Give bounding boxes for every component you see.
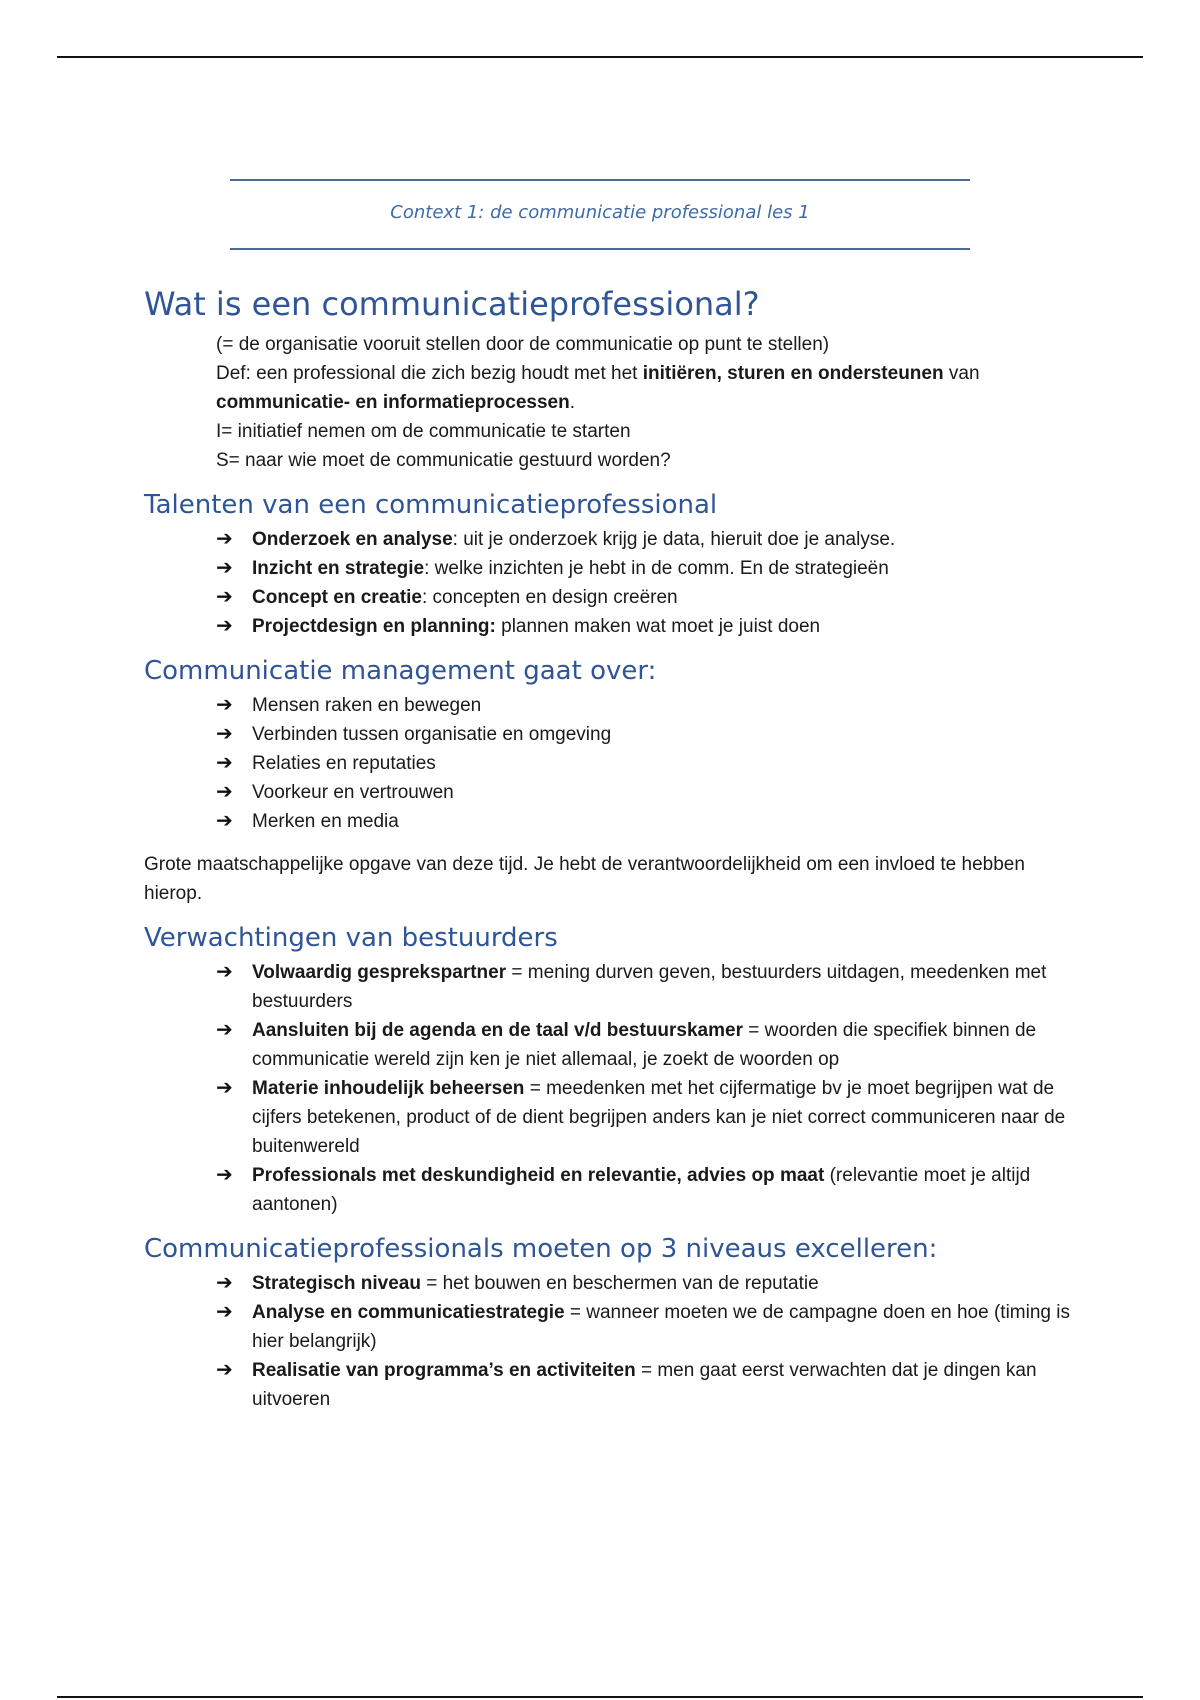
heading-intro: Wat is een communicatieprofessional? — [144, 285, 760, 323]
arrow-right-icon: ➔ — [216, 1272, 233, 1294]
list-item-text: = meedenken met het cijfermatige bv je moet begrijpen wat de cijfers betekenen, product of de dient begrijpen anders kan je niet correct communiceren naar de buitenwereld — [252, 1078, 1066, 1157]
list-item-term: Realisatie van programma’s en activiteiten — [252, 1360, 636, 1381]
heading-verwachtingen: Verwachtingen van bestuurders — [144, 923, 558, 953]
list-item — [216, 720, 1074, 749]
verwachtingen-list — [144, 958, 1074, 1219]
list-item — [216, 612, 1074, 641]
list-item-text: Verbinden tussen organisatie en omgeving — [252, 724, 612, 745]
arrow-right-icon: ➔ — [216, 1164, 233, 1186]
list-item-term: Inzicht en strategie — [252, 558, 425, 579]
arrow-right-icon: ➔ — [216, 961, 233, 983]
definition-period: . — [569, 392, 575, 413]
list-item — [216, 1016, 1074, 1074]
heading-management: Communicatie management gaat over: — [144, 656, 657, 686]
list-item — [216, 554, 1074, 583]
intro-line-i: I= initiatief nemen om de communicatie te starten — [216, 421, 631, 442]
page-bottom-rule — [57, 1696, 1143, 1698]
arrow-right-icon: ➔ — [216, 615, 233, 637]
intro-line-definition-cont — [216, 388, 1074, 417]
intro-line-definition — [216, 359, 1074, 388]
list-item — [216, 1269, 1074, 1298]
list-item — [216, 691, 1074, 720]
definition-bold-2: communicatie- en informatieprocessen — [216, 392, 570, 413]
list-item — [216, 1074, 1074, 1161]
arrow-right-icon: ➔ — [216, 694, 233, 716]
arrow-right-icon: ➔ — [216, 752, 233, 774]
list-item — [216, 1161, 1074, 1219]
list-item-term: Materie inhoudelijk beheersen — [252, 1078, 525, 1099]
list-item-text: Relaties en reputaties — [252, 753, 436, 774]
list-item-text: Merken en media — [252, 811, 399, 832]
arrow-right-icon: ➔ — [216, 1359, 233, 1381]
arrow-right-icon: ➔ — [216, 557, 233, 579]
definition-bold: initiëren, sturen en ondersteunen — [642, 363, 944, 384]
intro-block — [144, 330, 1074, 475]
talenten-list — [144, 525, 1074, 641]
list-item-text: Mensen raken en bewegen — [252, 695, 482, 716]
list-item-text: = wanneer moeten we de campagne doen en hoe (timing is hier belangrijk) — [252, 1302, 1070, 1352]
management-list — [144, 691, 1074, 836]
heading-niveaus: Communicatieprofessionals moeten op 3 niveaus excelleren: — [144, 1234, 938, 1264]
management-paragraph: Grote maatschappelijke opgave van deze tijd. Je hebt de verantwoordelijkheid om een invloed te hebben hierop. — [144, 854, 1025, 904]
document-title: Context 1: de communicatie professional les 1 — [390, 202, 810, 223]
list-item-text: = woorden die specifiek binnen de communicatie wereld zijn ken je niet allemaal, je zoekt de woorden op — [252, 1020, 1037, 1070]
list-item — [216, 807, 1074, 836]
arrow-right-icon: ➔ — [216, 1077, 233, 1099]
list-item-text: : welke inzichten je hebt in de comm. En de strategieën — [424, 558, 889, 579]
list-item-term: Volwaardig gesprekspartner — [252, 962, 507, 983]
list-item-term: Onderzoek en analyse — [252, 529, 453, 550]
list-item-text: (relevantie moet je altijd aantonen) — [252, 1165, 1031, 1215]
title-rule-top — [230, 179, 970, 181]
definition-text: Def: een professional die zich bezig houdt met het — [216, 363, 643, 384]
list-item-text: : uit je onderzoek krijg je data, hieruit doe je analyse. — [452, 529, 896, 550]
title-rule-bottom — [230, 248, 970, 250]
list-item — [216, 749, 1074, 778]
arrow-right-icon: ➔ — [216, 528, 233, 550]
list-item-text: : concepten en design creëren — [422, 587, 678, 608]
list-item-term: Professionals met deskundigheid en relevantie, advies op maat — [252, 1165, 825, 1186]
list-item-text: plannen maken wat moet je juist doen — [495, 616, 821, 637]
heading-talenten: Talenten van een communicatieprofessional — [144, 490, 718, 520]
niveaus-list — [144, 1269, 1074, 1414]
definition-tail: van — [943, 363, 980, 384]
arrow-right-icon: ➔ — [216, 1019, 233, 1041]
arrow-right-icon: ➔ — [216, 1301, 233, 1323]
list-item-term: Aansluiten bij de agenda en de taal v/d bestuurskamer — [252, 1020, 743, 1041]
intro-line-s: S= naar wie moet de communicatie gestuurd worden? — [216, 450, 671, 471]
list-item-term: Strategisch niveau — [252, 1273, 421, 1294]
list-item — [216, 525, 1074, 554]
list-item-term: Projectdesign en planning: — [252, 616, 496, 637]
list-item — [216, 778, 1074, 807]
list-item-text: Voorkeur en vertrouwen — [252, 782, 454, 803]
document-body — [144, 282, 1074, 1414]
arrow-right-icon: ➔ — [216, 781, 233, 803]
arrow-right-icon: ➔ — [216, 723, 233, 745]
list-item — [216, 958, 1074, 1016]
list-item-text: = het bouwen en beschermen van de reputatie — [420, 1273, 819, 1294]
list-item — [216, 583, 1074, 612]
list-item-term: Analyse en communicatiestrategie — [252, 1302, 565, 1323]
page-top-rule — [57, 56, 1143, 58]
arrow-right-icon: ➔ — [216, 586, 233, 608]
list-item — [216, 1298, 1074, 1356]
list-item-term: Concept en creatie — [252, 587, 422, 608]
arrow-right-icon: ➔ — [216, 810, 233, 832]
list-item-text: = men gaat eerst verwachten dat je dingen kan uitvoeren — [252, 1360, 1037, 1410]
list-item-text: = mening durven geven, bestuurders uitdagen, meedenken met bestuurders — [252, 962, 1047, 1012]
list-item — [216, 1356, 1074, 1414]
intro-line-1: (= de organisatie vooruit stellen door de communicatie op punt te stellen) — [216, 334, 830, 355]
